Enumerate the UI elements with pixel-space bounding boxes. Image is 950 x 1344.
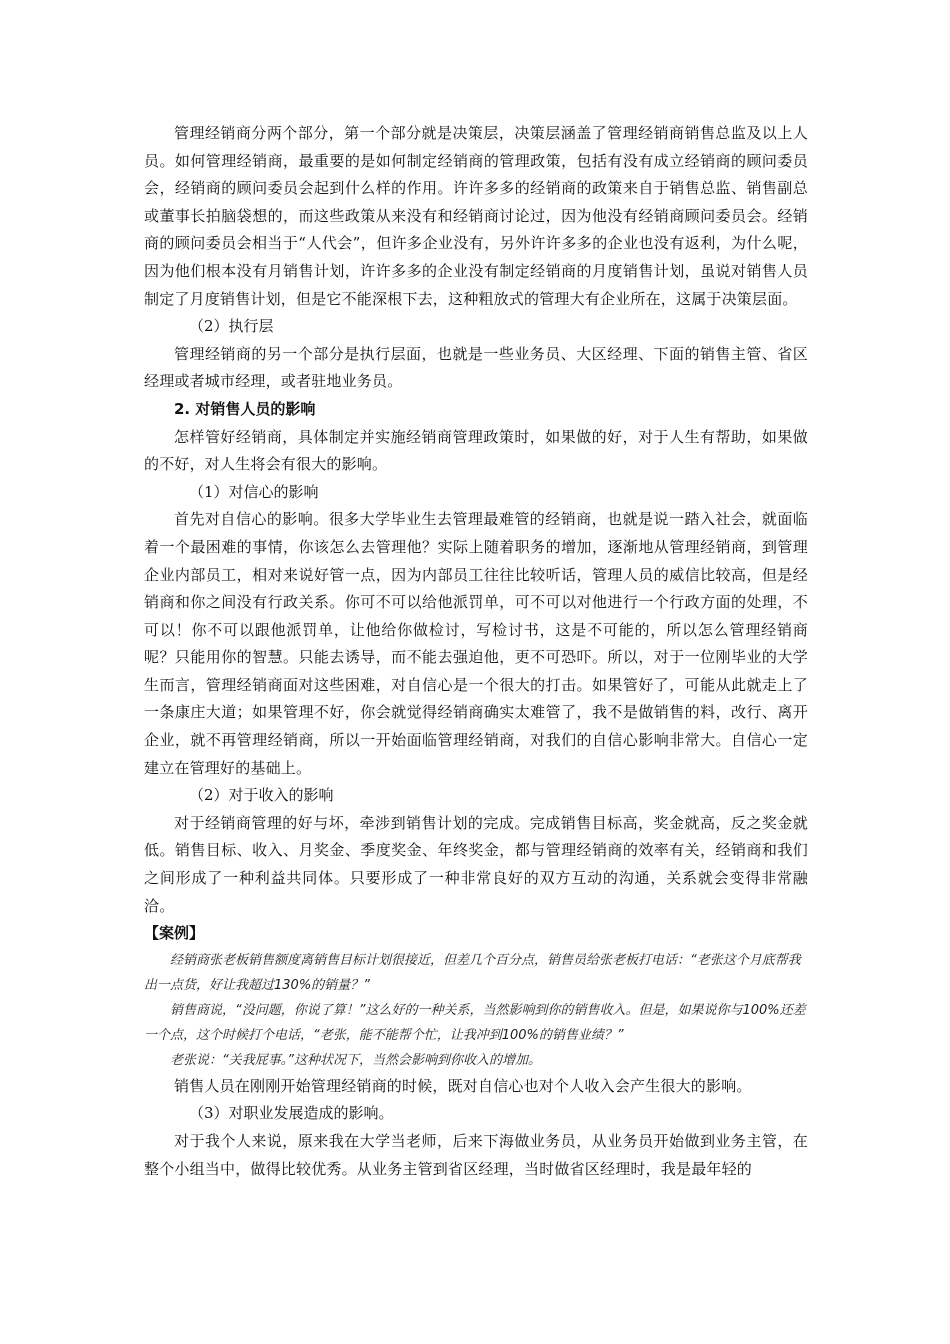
paragraph-confidence: 首先对自信心的影响。很多大学毕业生去管理最难管的经销商，也就是说一踏入社会，就面临着一个最困难的事情，你该怎么去管理他？实际上随着职务的增加，逐渐地从管理经销商，到管理企业内部员工，相对来说好管一点，因为内部员工往往比较听话，管理人员的威信比较高，但是经销商和你之间没有行政关系。你可不可以给他派罚单，可不可以对他进行一个行政方面的处理，不可以！你不可以跟他派罚单，让他给你做检讨，写检讨书，这是不可能的，所以怎么管理经销商呢？只能用你的智慧。只能去诱导，而不能去强迫他，更不可恐吓。所以，对于一位刚毕业的大学生而言，管理经销商面对这些困难，对自信心是一个很大的打击。如果管好了，可能从此就走上了一条康庄大道；如果管理不好，你会就觉得经销商确实太难管了，我不是做销售的料，改行、离开企业，就不再管理经销商，所以一开始面临管理经销商，对我们的自信心影响非常大。自信心一定建立在管理好的基础上。: [144, 510, 808, 777]
paragraph-execution-layer: 管理经销商的另一个部分是执行层面，也就是一些业务员、大区经理、下面的销售主管、省区经理或者城市经理，或者驻地业务员。: [144, 344, 808, 391]
paragraph-income: 对于经销商管理的好与坏，牵涉到销售计划的完成。完成销售目标高，奖金就高，反之奖金就低。销售目标、收入、月奖金、季度奖金、年终奖金，都与管理经销商的效率有关，经销商和我们之间形成了一种利益共同体。只要形成了一种非常良好的双方互动的沟通，关系就会变得非常融洽。: [144, 813, 808, 915]
case-title: 【案例】: [144, 924, 205, 943]
subheading-confidence: （1）对信心的影响: [189, 482, 319, 501]
case-paragraph-3: 老张说：“关我屁事。”这种状况下，当然会影响到你收入的增加。: [170, 1052, 541, 1068]
section-heading-impact: 2. 对销售人员的影响: [174, 399, 316, 418]
document-body: [144, 120, 808, 1183]
paragraph-decision-layer: 管理经销商分两个部分，第一个部分就是决策层，决策层涵盖了管理经销商销售总监及以上人员。如何管理经销商，最重要的是如何制定经销商的管理政策，包括有没有成立经销商的顾问委员会，经销商的顾问委员会起到什么样的作用。许许多多的经销商的政策来自于销售总监、销售副总或董事长拍脑袋想的，而这些政策从来没有和经销商讨论过，因为他没有经销商顾问委员会。经销商的顾问委员会相当于“人代会”，但许多企业没有，另外许许多多的企业也没有返利，为什么呢，因为他们根本没有月销售计划，许许多多的企业没有制定经销商的月度销售计划，虽说对销售人员制定了月度销售计划，但是它不能深根下去，这种粗放式的管理大有企业所在，这属于决策层面。: [144, 124, 808, 308]
paragraph-income-summary: 销售人员在刚刚开始管理经销商的时候，既对自信心也对个人收入会产生很大的影响。: [174, 1076, 752, 1095]
paragraph-career: 对于我个人来说，原来我在大学当老师，后来下海做业务员，从业务员开始做到业务主管，在整个小组当中，做得比较优秀。从业务主管到省区经理，当时做省区经理时，我是最年轻的: [144, 1132, 808, 1178]
paragraph-impact-intro: 怎样管好经销商，具体制定并实施经销商管理政策时，如果做的好，对于人生有帮助，如果做的不好，对人生将会有很大的影响。: [144, 427, 808, 474]
case-paragraph-2: 销售商说，“没问题，你说了算！”这么好的一种关系，当然影响到你的销售收入。但是，如果说你与100%还差一个点，这个时候打个电话，“老张，能不能帮个忙，让我冲到100%的销售业绩？”: [144, 1002, 806, 1043]
case-paragraph-1: 经销商张老板销售额度离销售目标计划很接近，但差几个百分点，销售员给张老板打电话：“老张这个月底帮我出一点货，好让我超过130%的销量？”: [144, 952, 801, 993]
subheading-career: （3）对职业发展造成的影响。: [189, 1104, 394, 1123]
subheading-execution-layer: （2）执行层: [189, 317, 274, 336]
subheading-income: （2）对于收入的影响: [189, 786, 334, 805]
